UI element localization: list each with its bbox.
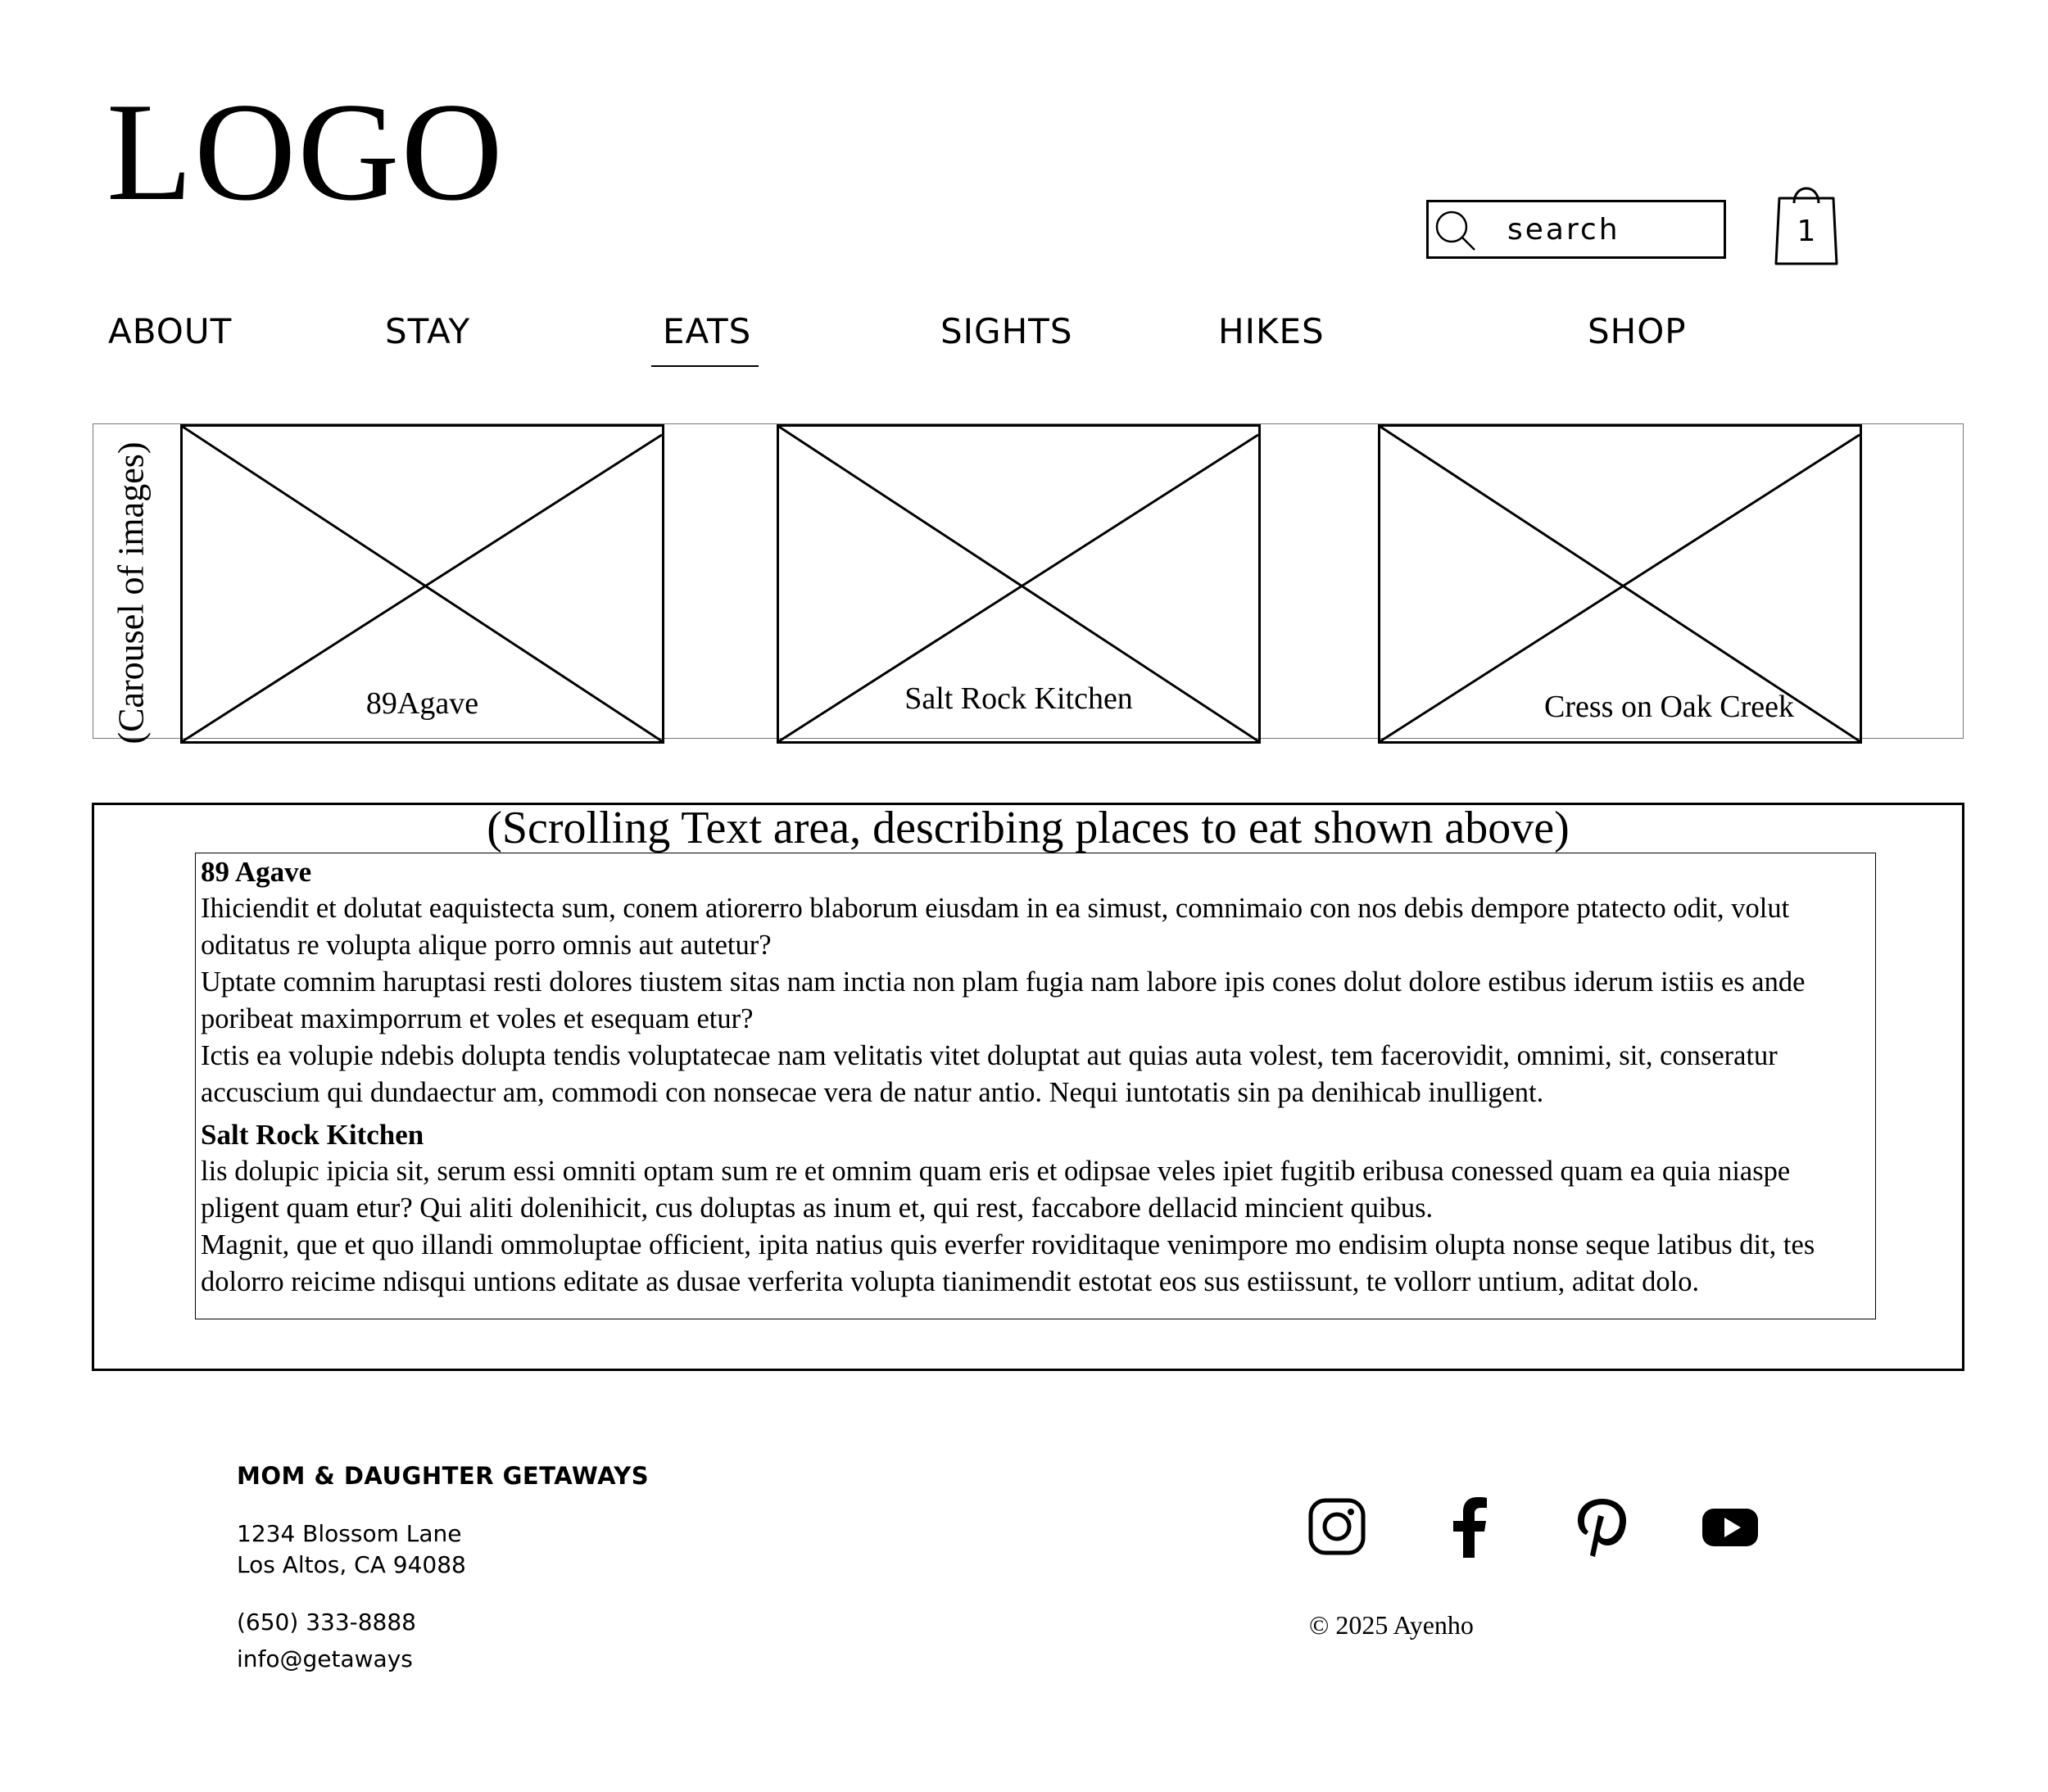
- instagram-icon: [1307, 1496, 1366, 1558]
- logo[interactable]: LOGO: [106, 75, 505, 230]
- nav-sights[interactable]: SIGHTS: [940, 311, 1073, 351]
- section-heading: 89 Agave: [201, 856, 312, 888]
- instagram-link[interactable]: [1307, 1496, 1366, 1558]
- section-paragraph: Uptate comnim haruptasi resti dolores tiustem sitas nam inctia non plam fugia nam labore ipis cones dolut dolore estibus iderum istiis es ande poribeat maximporrum et voles et esequam etur?: [201, 966, 1806, 1034]
- scrolling-text-area[interactable]: [195, 853, 1876, 1319]
- nav-eats[interactable]: EATS: [663, 311, 752, 351]
- nav-hikes[interactable]: HIKES: [1218, 311, 1325, 351]
- pinterest-icon: [1573, 1496, 1632, 1558]
- section-paragraph: Magnit, que et quo illandi ommoluptae officient, ipita natius quis everfer roviditaque venimpore mo endisim olupta nonse seque latibus dit, tes dolorro reicime ndisqui untions editate as dusae verferita volupta tianimendit estotat eos sus estiissunt, te vollorr untium, aditat dolo.: [201, 1229, 1815, 1297]
- search-icon[interactable]: [1432, 207, 1478, 253]
- carousel-image-3[interactable]: [1378, 424, 1862, 744]
- footer-email[interactable]: info@getaways: [237, 1645, 413, 1672]
- cart-button[interactable]: [1771, 179, 1842, 267]
- carousel-label-wrap: [106, 441, 156, 744]
- footer-phone[interactable]: (650) 333-8888: [237, 1609, 416, 1636]
- pinterest-link[interactable]: [1573, 1496, 1632, 1558]
- carousel-label: (Carousel of images): [111, 441, 152, 744]
- carousel-caption: Salt Rock Kitchen: [904, 681, 1133, 716]
- section-paragraph: Ictis ea volupie ndebis dolupta tendis voluptatecae nam velitatis vitet doluptat aut quias auta volest, tem facerovidit, omnimi, sit, conseratur accuscium qui dundaectur am, commodi con nonsecae vera de natur antio. Nequi iuntotatis sin pa denihicab inulligent.: [201, 1040, 1778, 1108]
- carousel-image-2[interactable]: [777, 424, 1261, 744]
- facebook-icon: [1442, 1496, 1501, 1558]
- nav-about[interactable]: ABOUT: [108, 311, 233, 351]
- text-area-title: (Scrolling Text area, describing places to eat shown above): [487, 803, 1570, 853]
- footer-address-line2: Los Altos, CA 94088: [237, 1551, 466, 1578]
- carousel-caption: Cress on Oak Creek: [1544, 690, 1794, 724]
- youtube-link[interactable]: [1701, 1496, 1760, 1558]
- facebook-link[interactable]: [1442, 1496, 1501, 1558]
- nav-stay[interactable]: STAY: [385, 311, 471, 351]
- footer-address-line1: 1234 Blossom Lane: [237, 1520, 462, 1547]
- copyright-text: © 2025 Ayenho: [1309, 1610, 1474, 1640]
- section-heading: Salt Rock Kitchen: [201, 1119, 424, 1151]
- search-box[interactable]: [1426, 200, 1726, 259]
- youtube-icon: [1701, 1496, 1760, 1558]
- footer-company-name: MOM & DAUGHTER GETAWAYS: [237, 1462, 650, 1490]
- nav-shop[interactable]: SHOP: [1588, 311, 1687, 351]
- search-input[interactable]: [1507, 209, 1712, 250]
- carousel-caption: 89Agave: [365, 686, 479, 721]
- nav-active-indicator: [651, 365, 759, 367]
- section-paragraph: lis dolupic ipicia sit, serum essi omniti optam sum re et omnim quam eris et odipsae veles ipiet fugitib eribusa conessed quam ea quia niaspe pligent quam etur? Qui aliti dolenihicit, cus doluptas as inum et, qui rest, faccabore dellacid mincient quibus.: [201, 1156, 1791, 1224]
- cart-count: 1: [1797, 215, 1816, 248]
- carousel-image-1[interactable]: [180, 424, 664, 744]
- section-paragraph: Ihiciendit et dolutat eaquistecta sum, conem atiorerro blaborum eiusdam in ea simust, comnimaio con nos debis dempore ptatecto odit, volut oditatus re volupta alique porro omnis aut autetur?: [201, 893, 1790, 961]
